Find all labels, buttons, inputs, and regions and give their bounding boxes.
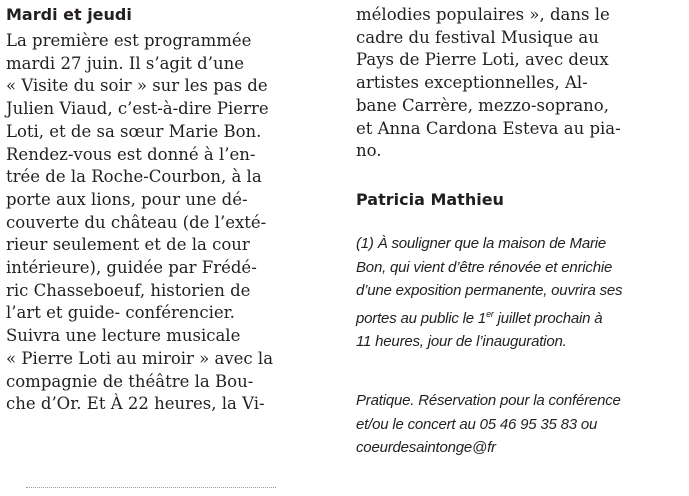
footnote-line: Bon, qui vient d’être rénovée et enrichie	[356, 258, 613, 276]
body-line: mardi 27 juin. Il s’agit d’une	[6, 53, 244, 73]
body-line: compagnie de théâtre la Bou-	[6, 371, 254, 391]
body-line: intérieure), guidée par Frédé-	[6, 258, 257, 278]
body-line: Julien Viaud, c’est-à-dire Pierre	[6, 99, 269, 119]
body-line: rieur seulement et de la cour	[6, 235, 250, 255]
footnote-text: juillet prochain à	[493, 309, 603, 327]
practical-info	[356, 389, 621, 460]
bottom-divider	[26, 487, 276, 491]
body-line: porte aux lions, pour une dé-	[6, 189, 248, 209]
ordinal-superscript: er	[486, 308, 494, 319]
body-line: Rendez-vous est donné à l’en-	[6, 144, 256, 164]
body-line: trée de la Roche-Courbon, à la	[6, 167, 262, 187]
footnote-line	[356, 303, 622, 331]
body-line: artistes exceptionnelles, Al-	[356, 73, 588, 93]
body-line: ric Chasseboeuf, historien de	[6, 280, 251, 300]
footnote-line: 11 heures, jour de l’inauguration.	[356, 333, 567, 350]
body-line: Suivra une lecture musicale	[6, 326, 241, 346]
body-line: « Pierre Loti au miroir » avec la	[6, 348, 274, 368]
body-line: Pays de Pierre Loti, avec deux	[356, 50, 609, 70]
article-body-left	[6, 30, 273, 416]
practical-line: coeurdesaintonge@fr	[356, 439, 496, 456]
footnote	[356, 232, 622, 354]
footnote-text: portes au public le 1	[356, 309, 487, 327]
body-line: no.	[356, 141, 382, 161]
footnote-line: d’une exposition permanente, ouvrira ses	[356, 282, 623, 299]
body-line: l’art et guide- conférencier.	[6, 303, 235, 323]
practical-line: et/ou le concert au 05 46 95 35 83 ou	[356, 415, 598, 433]
section-heading: Mardi et jeudi	[6, 5, 132, 24]
body-line: mélodies populaires », dans le	[356, 5, 610, 24]
body-line: et Anna Cardona Esteva au pia-	[356, 118, 621, 138]
body-line: La première est programmée	[6, 31, 252, 50]
body-line: « Visite du soir » sur les pas de	[6, 76, 268, 96]
practical-line: Pratique. Réservation pour la conférence	[356, 392, 621, 409]
body-line: che d’Or. Et À 22 heures, la Vi-	[6, 394, 265, 414]
body-line: couverte du château (de l’exté-	[6, 212, 267, 232]
body-line: bane Carrère, mezzo-soprano,	[356, 95, 609, 115]
footnote-line: (1) À souligner que la maison de Marie	[356, 235, 607, 252]
article-body-right	[356, 4, 621, 163]
body-line: Loti, et de sa sœur Marie Bon.	[6, 121, 262, 141]
author-signature: Patricia Mathieu	[356, 190, 504, 209]
body-line: cadre du festival Musique au	[356, 27, 599, 47]
